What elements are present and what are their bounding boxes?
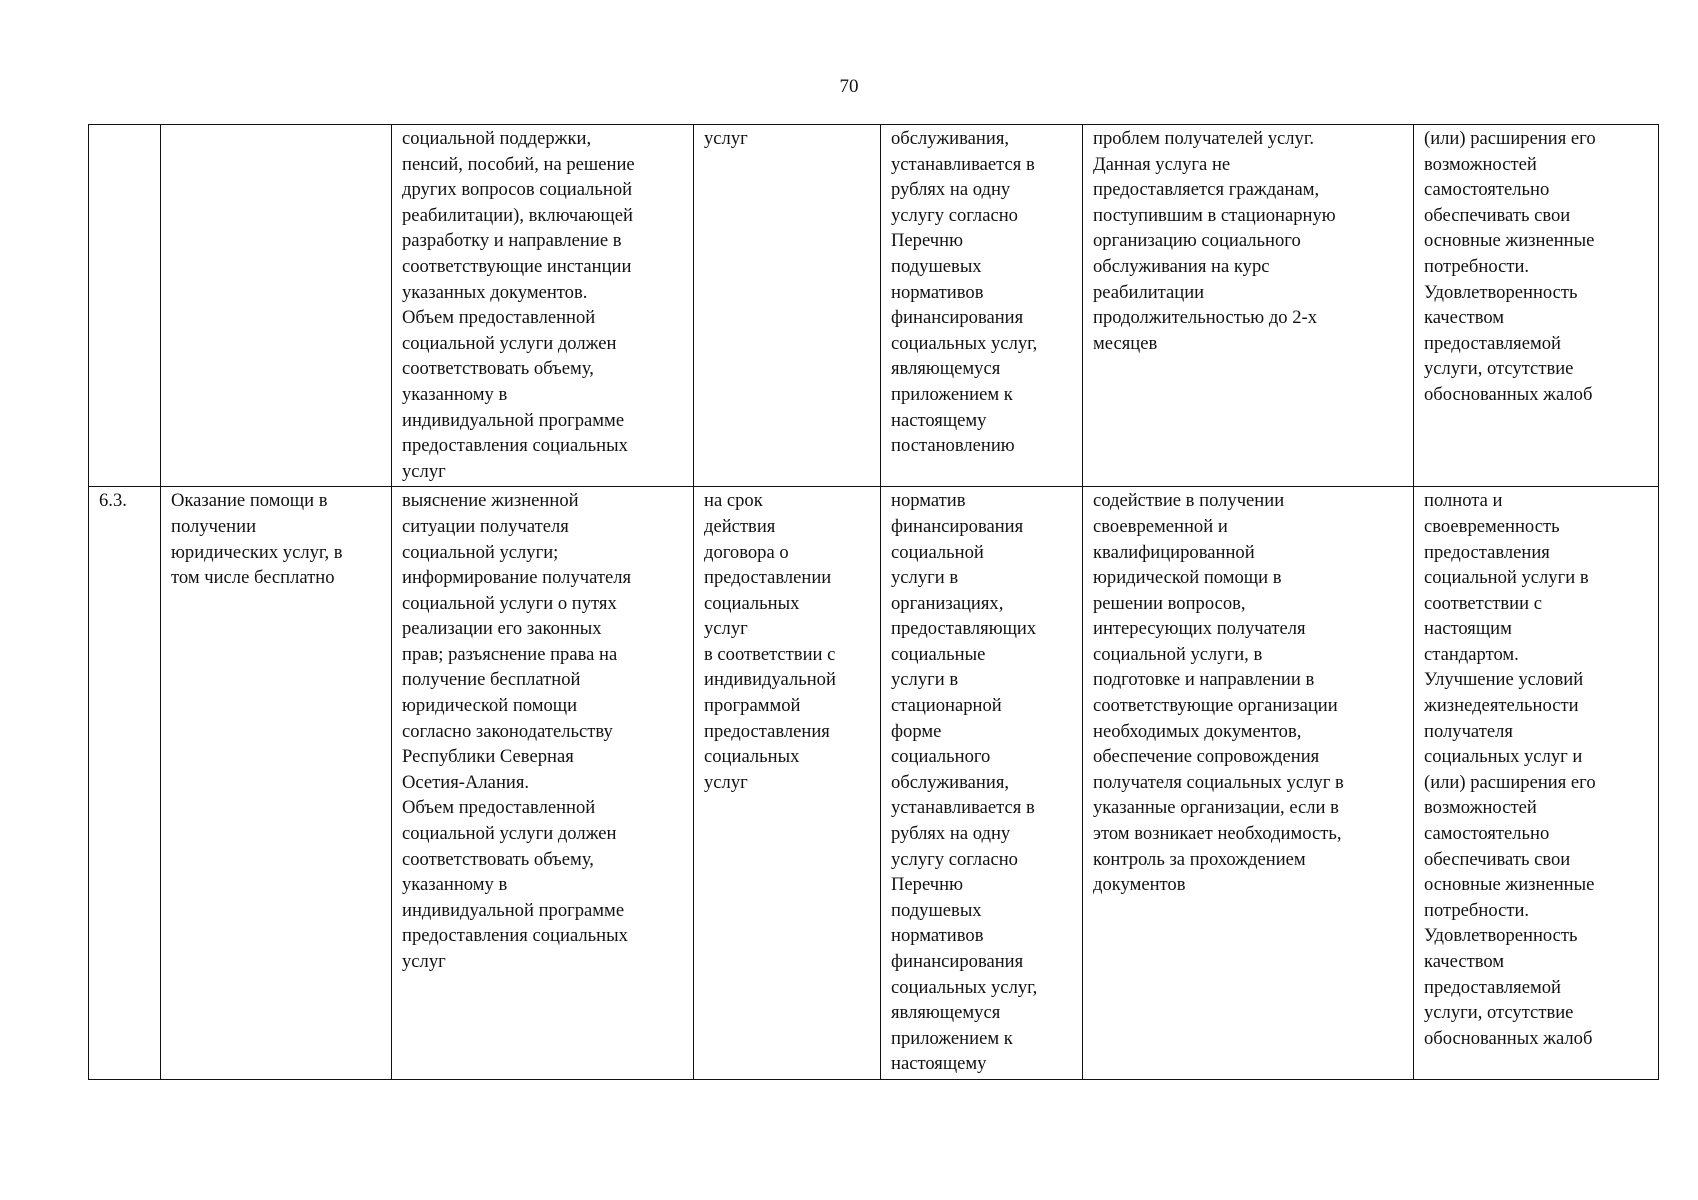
- services-table: [88, 124, 1659, 1080]
- page-number: 70: [839, 76, 859, 97]
- cell-service-conditions: содействие в получении своевременной и квалифицированной юридической помощи в решении вопросов, интересующих получателя социальной услуги, в подготовке и направлении в соответствующие организации необходимых документов, обеспечение сопровождения получателя социальных услуг в указанные организации, если в этом возникает необходимость, контроль за прохождением документов: [1083, 487, 1414, 1080]
- cell-service-description: выяснение жизненной ситуации получателя социальной услуги; информирование получателя социальной услуги о путях реализации его законных прав; разъяснение права на получение бесплатной юридической помощи согласно законодательству Республики Северная Осетия-Алания. Объем предоставленной социальной услуги должен соответствовать объему, указанному в индивидуальной программе предоставления социальных услуг: [392, 487, 694, 1080]
- cell-quality-indicators: (или) расширения его возможностей самостоятельно обеспечивать свои основные жизненные потребности. Удовлетворенность качеством предоставляемой услуги, отсутствие обоснованных жалоб: [1414, 125, 1659, 487]
- cell-number: [89, 125, 161, 487]
- cell-funding-norm: норматив финансирования социальной услуги в организациях, предоставляющих социальные услуги в стационарной форме социального обслуживания, устанавливается в рублях на одну услугу согласно Перечню подушевых нормативов финансирования социальных услуг, являющемуся приложением к настоящему: [881, 487, 1083, 1080]
- cell-service-name: Оказание помощи в получении юридических услуг, в том числе бесплатно: [161, 487, 392, 1080]
- cell-service-term: на срок действия договора о предоставлении социальных услуг в соответствии с индивидуальной программой предоставления социальных услуг: [694, 487, 881, 1080]
- cell-service-name: [161, 125, 392, 487]
- cell-quality-indicators: полнота и своевременность предоставления социальной услуги в соответствии с настоящим стандартом. Улучшение условий жизнедеятельности получателя социальных услуг и (или) расширения его возможностей самостоятельно обеспечивать свои основные жизненные потребности. Удовлетворенность качеством предоставляемой услуги, отсутствие обоснованных жалоб: [1414, 487, 1659, 1080]
- table-row: [89, 487, 1659, 1080]
- cell-service-conditions: проблем получателей услуг. Данная услуга не предоставляется гражданам, поступившим в стационарную организацию социального обслуживания на курс реабилитации продолжительностью до 2-х месяцев: [1083, 125, 1414, 487]
- cell-service-term: услуг: [694, 125, 881, 487]
- cell-service-description: социальной поддержки, пенсий, пособий, на решение других вопросов социальной реабилитации), включающей разработку и направление в соответствующие инстанции указанных документов. Объем предоставленной социальной услуги должен соответствовать объему, указанному в индивидуальной программе предоставления социальных услуг: [392, 125, 694, 487]
- cell-funding-norm: обслуживания, устанавливается в рублях на одну услугу согласно Перечню подушевых нормативов финансирования социальных услуг, являющемуся приложением к настоящему постановлению: [881, 125, 1083, 487]
- cell-number: 6.3.: [89, 487, 161, 1080]
- table-row: [89, 125, 1659, 487]
